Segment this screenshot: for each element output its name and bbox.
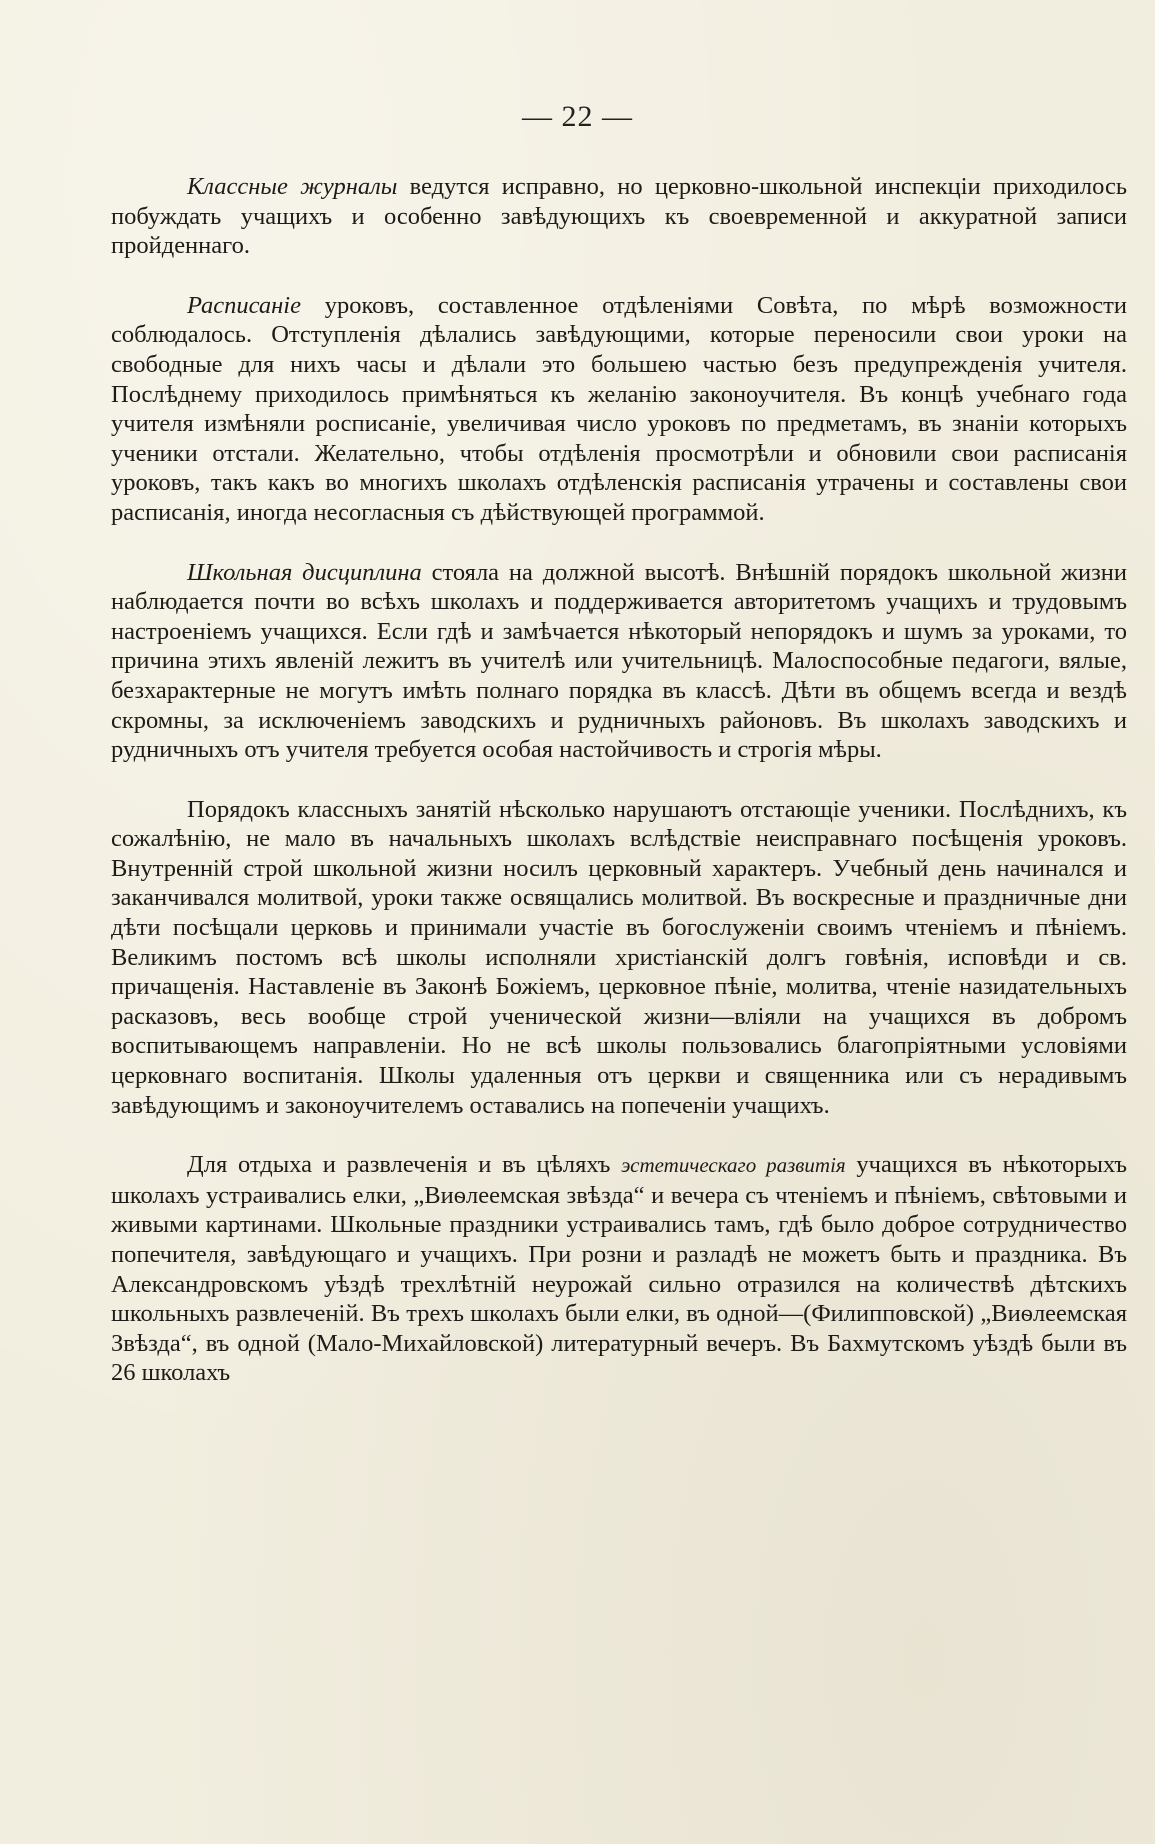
paragraph-text: Порядокъ классныхъ занятій нѣсколько нарушаютъ отстающіе ученики. Послѣднихъ, къ сожалѣнію, не мало въ начальныхъ школахъ вслѣдствіе неисправнаго посѣщенія уроковъ. Внутренній строй школьной жизни носилъ церковный характеръ. Учебный день начинался и заканчивался молитвой, уроки также освящались молитвой. Въ воскресные и праздничные дни дѣти посѣщали церковь и принимали участіе въ богослуженіи своимъ чтеніемъ и пѣніемъ. Великимъ постомъ всѣ школы исполняли христіанскій долгъ говѣнія, исповѣди и св. причащенія. Наставленіе въ Законѣ Божіемъ, церковное пѣніе, молитва, чтеніе назидательныхъ расказовъ, весь вообще строй ученической жизни—вліяли на учащихся въ добромъ воспитывающемъ направленіи. Но не всѣ школы пользовались благопріятными условіями церковнаго воспитанія. Школы удаленныя отъ церкви и священника или съ нерадивымъ завѣдующимъ и законоучителемъ оставались на попеченіи учащихъ. — [111, 795, 1127, 1119]
paragraph-schedule — [111, 291, 1127, 528]
page-body — [111, 172, 1127, 1388]
paragraph-discipline — [111, 558, 1127, 765]
paragraph-lead: Школьная дисциплина — [187, 558, 422, 586]
paragraph-recreation — [111, 1150, 1127, 1388]
paragraph-lead: Расписаніе — [187, 291, 301, 319]
paragraph-text: стояла на должной высотѣ. Внѣшній порядокъ школьной жизни наблюдается почти во всѣхъ школахъ и поддерживается авторитетомъ учащихъ и трудовымъ настроеніемъ учащихся. Если гдѣ и замѣчается нѣкоторый непорядокъ и шумъ за уроками, то причина этихъ явленій лежитъ въ учителѣ или учительницѣ. Малоспособные педагоги, вялые, безхарактерные не могутъ имѣть полнаго порядка въ классѣ. Дѣти въ общемъ всегда и вездѣ скромны, за исключеніемъ заводскихъ и рудничныхъ районовъ. Въ школахъ заводскихъ и рудничныхъ отъ учителя требуется особая настойчивость и строгія мѣры. — [111, 558, 1127, 764]
paragraph-lead: Классные журналы — [187, 173, 398, 200]
paragraph-class-journals — [111, 172, 1127, 261]
paragraph-text: учащихся въ нѣкоторыхъ школахъ устраивались елки, „Виѳлеемская звѣзда“ и вечера съ чтеніемъ и пѣніемъ, свѣтовыми и живыми картинами. Школьные праздники устраивались тамъ, гдѣ было доброе сотрудничество попечителя, завѣдующаго и учащихъ. При розни и разладѣ не можетъ быть и праздника. Въ Александровскомъ уѣздѣ трехлѣтній неурожай сильно отразился на количествѣ дѣтскихъ школьныхъ развлеченій. Въ трехъ школахъ были елки, въ одной—(Филипповской) „Виѳлеемская Звѣзда“, въ одной (Мало-Михайловской) литературный вечеръ. Въ Бахмутскомъ уѣздѣ были въ 26 школахъ — [111, 1151, 1127, 1387]
paragraph-class-order — [111, 795, 1127, 1121]
paragraph-text: Для отдыха и развлеченія и въ цѣляхъ — [187, 1151, 622, 1179]
paragraph-text: уроковъ, составленное отдѣленіями Совѣта, по мѣрѣ возможности соблюдалось. Отступленія дѣлались завѣдующими, которые переносили свои уроки на свободные для нихъ часы и дѣлали это большею частью безъ предупрежденія учителя. Послѣднему приходилось примѣняться къ желанію законоучителя. Въ концѣ учебнаго года учителя измѣняли росписаніе, увеличивая число уроковъ по предметамъ, въ знаніи которыхъ ученики отстали. Желательно, чтобы отдѣленія просмотрѣли и обновили свои расписанія уроковъ, такъ какъ во многихъ школахъ отдѣленскія расписанія утрачены и составлены свои расписанія, иногда несогласныя съ дѣйствующей программой. — [111, 291, 1127, 526]
page-number: — 22 — — [522, 100, 633, 133]
paragraph-text: ведутся исправно, но церковно-школьной инспекціи приходилось побуждать учащихъ и особенно завѣдующихъ къ своевременной и аккуратной записи пройденнаго. — [111, 173, 1127, 260]
paragraph-italic-term: эстетическаго развитія — [621, 1153, 846, 1178]
